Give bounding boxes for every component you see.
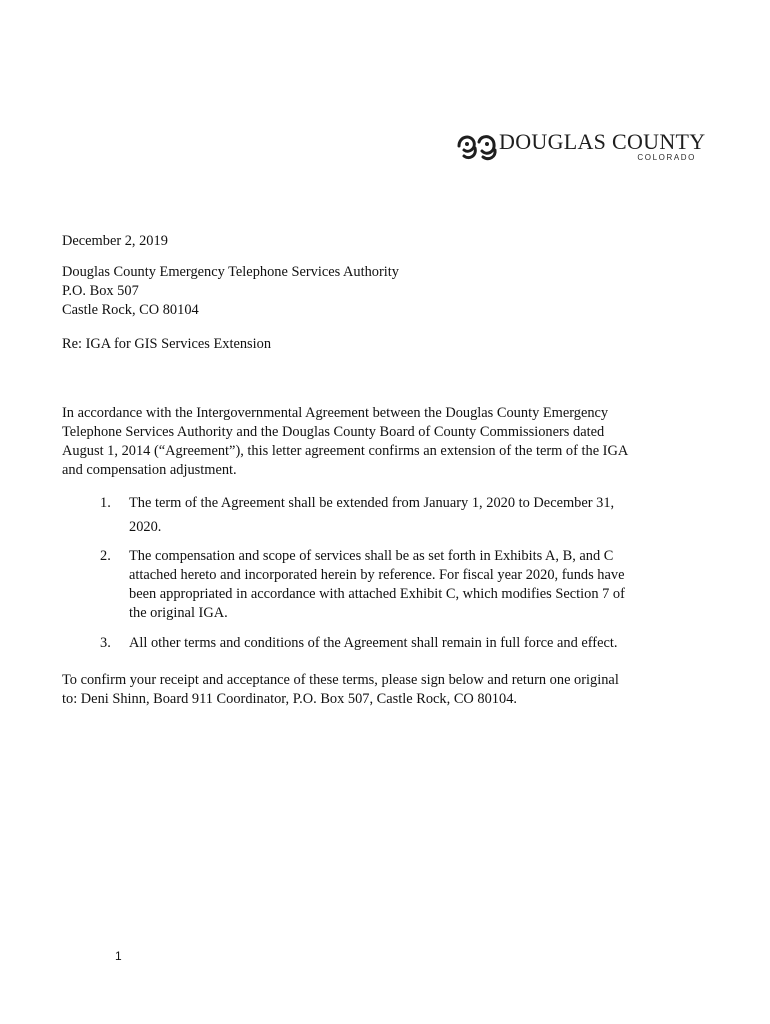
paragraph-line: August 1, 2014 (“Agreement”), this letter agreement confirms an extension of the term of the IGA	[62, 443, 629, 459]
paragraph-line: to: Deni Shinn, Board 911 Coordinator, P.O. Box 507, Castle Rock, CO 80104.	[62, 691, 517, 707]
recipient-line: Castle Rock, CO 80104	[62, 302, 199, 318]
subject-line: Re: IGA for GIS Services Extension	[62, 336, 272, 352]
list-item-line: The term of the Agreement shall be extended from January 1, 2020 to December 31,	[129, 495, 615, 511]
recipient-line: Douglas County Emergency Telephone Services Authority	[62, 264, 399, 280]
logo-state-name: COLORADO	[637, 153, 696, 162]
page-number: 1	[115, 949, 122, 963]
list-item-number: 1.	[100, 495, 111, 511]
list-item-line: 2020.	[129, 519, 162, 535]
paragraph-line: and compensation adjustment.	[62, 462, 237, 478]
list-item-line: attached hereto and incorporated herein by reference. For fiscal year 2020, funds have	[129, 567, 625, 583]
paragraph-line: In accordance with the Intergovernmental Agreement between the Douglas County Emergency	[62, 405, 609, 421]
paragraph-line: To confirm your receipt and acceptance of these terms, please sign below and return one original	[62, 672, 619, 688]
list-item-number: 3.	[100, 635, 111, 651]
list-item-line: All other terms and conditions of the Agreement shall remain in full force and effect.	[129, 635, 618, 651]
paragraph-line: Telephone Services Authority and the Douglas County Board of County Commissioners dated	[62, 424, 605, 440]
letter-date: December 2, 2019	[62, 233, 168, 249]
list-item-line: been appropriated in accordance with attached Exhibit C, which modifies Section 7 of	[129, 586, 625, 602]
douglas-county-logo	[455, 129, 705, 169]
list-item-number: 2.	[100, 548, 111, 564]
county-emblem-icon	[455, 130, 499, 162]
list-item-line: the original IGA.	[129, 605, 228, 621]
recipient-line: P.O. Box 507	[62, 283, 139, 299]
list-item-line: The compensation and scope of services shall be as set forth in Exhibits A, B, and C	[129, 548, 614, 564]
logo-county-name: DOUGLAS COUNTY	[499, 129, 706, 154]
